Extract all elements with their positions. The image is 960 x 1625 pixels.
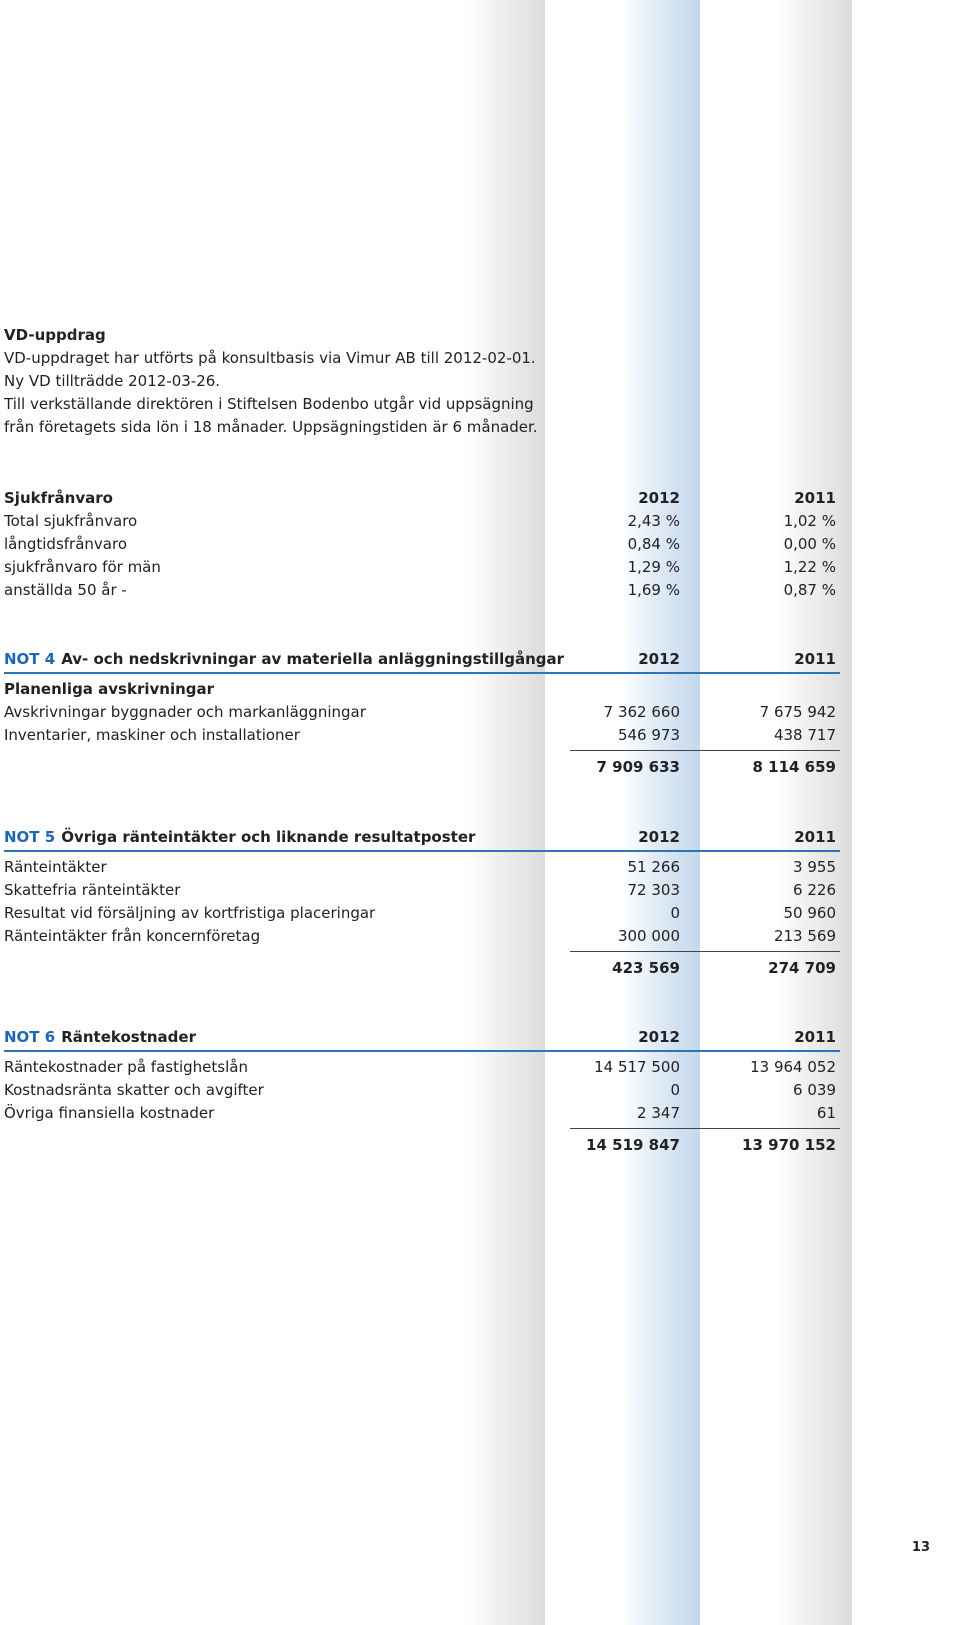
row-label: Kostnadsränta skatter och avgifter — [4, 1081, 264, 1099]
value-2011: 6 039 — [793, 1081, 836, 1099]
row-label: Räntekostnader på fastighetslån — [4, 1058, 248, 1076]
total-2012: 423 569 — [612, 959, 680, 977]
year-2012-header: 2012 — [638, 828, 680, 846]
sick-header-row — [4, 487, 840, 510]
note4-subheading: Planenliga avskrivningar — [4, 680, 215, 698]
note5-total-row — [4, 957, 840, 980]
value-2011: 6 226 — [793, 881, 836, 899]
page-number: 13 — [911, 1540, 930, 1555]
total-rule — [570, 1128, 840, 1129]
year-2011-header: 2011 — [794, 828, 836, 846]
value-2011: 213 569 — [773, 927, 836, 945]
value-2011: 1,22 % — [783, 558, 836, 576]
table-row — [4, 724, 840, 747]
year-2012-header: 2012 — [638, 489, 680, 507]
value-2011: 1,02 % — [783, 512, 836, 530]
value-2011: 0,00 % — [783, 535, 836, 553]
decorative-stripe-gray — [467, 0, 545, 1625]
vd-line: Ny VD tillträdde 2012-03-26. — [4, 372, 221, 390]
note4-subheading-row — [4, 678, 840, 701]
note5-title: Övriga ränteintäkter och liknande resultatposter — [61, 828, 476, 846]
total-2011: 13 970 152 — [742, 1136, 836, 1154]
year-2012-header: 2012 — [638, 650, 680, 668]
note6-header-row — [4, 1026, 840, 1049]
value-2012: 7 362 660 — [603, 703, 680, 721]
total-2011: 8 114 659 — [752, 758, 836, 776]
note4-title: Av- och nedskrivningar av materiella anläggningstillgångar — [61, 650, 565, 668]
note6-title: Räntekostnader — [61, 1028, 196, 1046]
table-row — [4, 701, 840, 724]
note6-total-row — [4, 1134, 840, 1157]
value-2011: 50 960 — [783, 904, 836, 922]
table-row — [4, 1056, 840, 1079]
year-2012-header: 2012 — [638, 1028, 680, 1046]
value-2012: 546 973 — [617, 726, 680, 744]
note5-number: NOT 5 — [4, 828, 56, 846]
table-row — [4, 533, 840, 556]
row-label: Total sjukfrånvaro — [4, 512, 138, 530]
year-2011-header: 2011 — [794, 650, 836, 668]
row-label: Inventarier, maskiner och installationer — [4, 726, 300, 744]
value-2012: 72 303 — [627, 881, 680, 899]
table-row — [4, 925, 840, 948]
row-label: anställda 50 år - — [4, 581, 127, 599]
decorative-stripe-gray-right — [778, 0, 852, 1625]
note4-header-row — [4, 648, 840, 671]
note6-number: NOT 6 — [4, 1028, 56, 1046]
value-2012: 2,43 % — [627, 512, 680, 530]
table-row — [4, 1102, 840, 1125]
vd-section — [4, 324, 564, 439]
value-2012: 1,69 % — [627, 581, 680, 599]
table-row — [4, 879, 840, 902]
total-2012: 7 909 633 — [596, 758, 680, 776]
row-label: långtidsfrånvaro — [4, 535, 128, 553]
note5-header-row — [4, 826, 840, 849]
value-2012: 0 — [670, 904, 680, 922]
value-2011: 438 717 — [773, 726, 836, 744]
total-rule — [570, 951, 840, 952]
row-label: Skattefria ränteintäkter — [4, 881, 181, 899]
value-2012: 14 517 500 — [594, 1058, 680, 1076]
total-2011: 274 709 — [768, 959, 836, 977]
value-2012: 2 347 — [637, 1104, 680, 1122]
value-2012: 1,29 % — [627, 558, 680, 576]
year-2011-header: 2011 — [794, 489, 836, 507]
note6-rule — [4, 1050, 840, 1052]
vd-line: Till verkställande direktören i Stiftelsen Bodenbo utgår vid uppsägning — [4, 395, 534, 413]
value-2012: 51 266 — [627, 858, 680, 876]
total-rule — [570, 750, 840, 751]
value-2011: 13 964 052 — [750, 1058, 836, 1076]
note4-number: NOT 4 — [4, 650, 56, 668]
vd-line: VD-uppdraget har utförts på konsultbasis via Vimur AB till 2012-02-01. — [4, 349, 536, 367]
vd-line: från företagets sida lön i 18 månader. Uppsägningstiden är 6 månader. — [4, 418, 538, 436]
sick-title: Sjukfrånvaro — [4, 489, 113, 507]
value-2011: 3 955 — [793, 858, 836, 876]
row-label: Resultat vid försäljning av kortfristiga placeringar — [4, 904, 376, 922]
note4-total-row — [4, 756, 840, 779]
note4-rule — [4, 672, 840, 674]
row-label: Avskrivningar byggnader och markanläggningar — [4, 703, 366, 721]
decorative-stripe-blue — [622, 0, 700, 1625]
value-2011: 0,87 % — [783, 581, 836, 599]
year-2011-header: 2011 — [794, 1028, 836, 1046]
value-2012: 0,84 % — [627, 535, 680, 553]
vd-title: VD-uppdrag — [4, 326, 106, 344]
table-row — [4, 902, 840, 925]
row-label: Övriga finansiella kostnader — [4, 1104, 215, 1122]
table-row — [4, 579, 840, 602]
row-label: Ränteintäkter — [4, 858, 107, 876]
value-2011: 61 — [816, 1104, 836, 1122]
value-2012: 0 — [670, 1081, 680, 1099]
table-row — [4, 510, 840, 533]
table-row — [4, 1079, 840, 1102]
row-label: Ränteintäkter från koncernföretag — [4, 927, 261, 945]
total-2012: 14 519 847 — [586, 1136, 680, 1154]
note5-rule — [4, 850, 840, 852]
value-2011: 7 675 942 — [759, 703, 836, 721]
value-2012: 300 000 — [617, 927, 680, 945]
row-label: sjukfrånvaro för män — [4, 558, 161, 576]
table-row — [4, 856, 840, 879]
table-row — [4, 556, 840, 579]
